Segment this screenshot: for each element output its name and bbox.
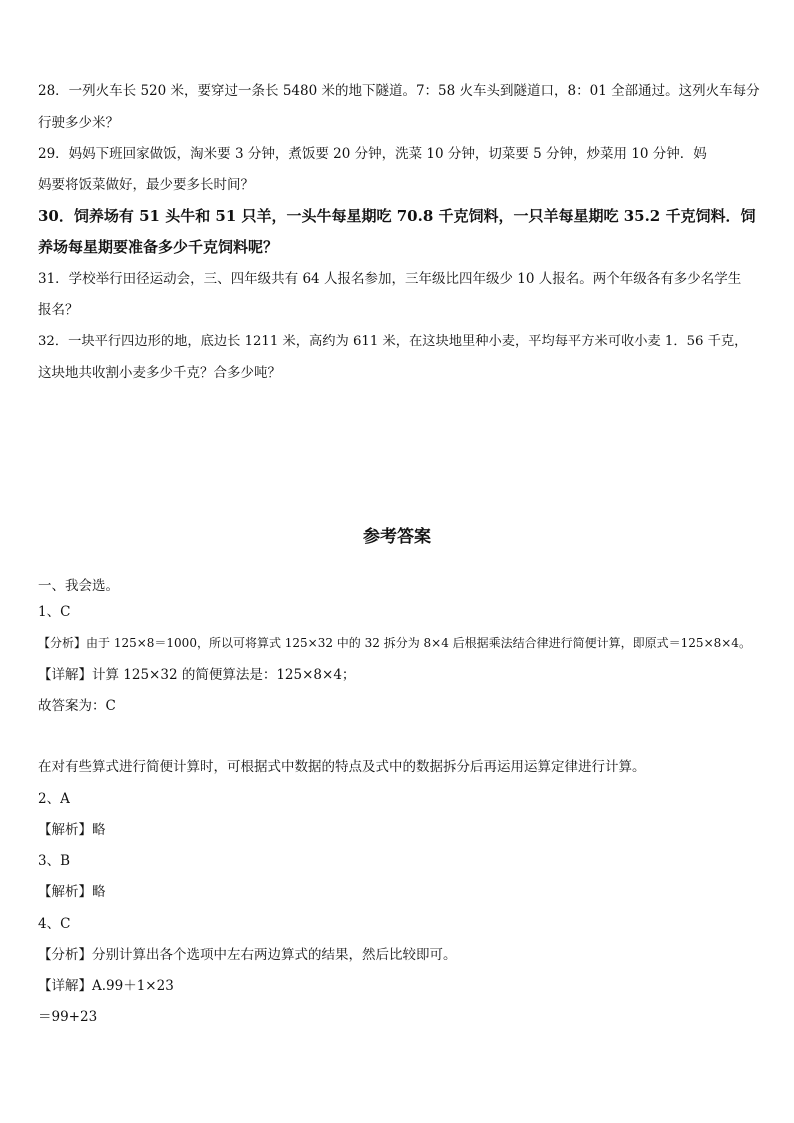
question-31-line-2: 报名？ bbox=[38, 302, 79, 318]
answer-2-label: 2、A bbox=[38, 791, 70, 807]
question-29-line-1: 29．妈妈下班回家做饭，淘米要 3 分钟，煮饭要 20 分钟，洗菜 10 分钟，切菜要 5 分钟，炒菜用 10 分钟．妈 bbox=[38, 146, 707, 162]
answer-4-label: 4、C bbox=[38, 916, 71, 932]
answers-title: 参考答案 bbox=[363, 527, 431, 547]
question-30-line-2: 养场每星期要准备多少千克饲料呢？ bbox=[38, 238, 279, 256]
answer-4-detail: 【详解】A.99＋1×23 bbox=[38, 978, 174, 994]
answer-1-note: 在对有些算式进行简便计算时，可根据式中数据的特点及式中的数据拆分后再运用运算定律进行计算。 bbox=[38, 759, 646, 775]
question-30-line-1: 30．饲养场有 51 头牛和 51 只羊，一头牛每星期吃 70.8 千克饲料，一只羊每星期吃 35.2 千克饲料．饲 bbox=[38, 207, 756, 225]
answer-4-analysis: 【分析】分别计算出各个选项中左右两边算式的结果，然后比较即可。 bbox=[38, 947, 457, 963]
answer-1-analysis: 【分析】由于 125×8＝1000，所以可将算式 125×32 中的 32 拆分为 8×4 后根据乘法结合律进行简便计算，即原式＝125×8×4。 bbox=[38, 636, 751, 650]
question-32-line-2: 这块地共收割小麦多少千克？合多少吨？ bbox=[38, 365, 281, 381]
question-31-line-1: 31．学校举行田径运动会，三、四年级共有 64 人报名参加，三年级比四年级少 10 人报名。两个年级各有多少名学生 bbox=[38, 271, 742, 287]
answer-1-detail: 【详解】计算 125×32 的简便算法是：125×8×4； bbox=[38, 667, 356, 683]
answer-3-label: 3、B bbox=[38, 853, 71, 869]
answer-4-step-1: ＝99+23 bbox=[38, 1009, 98, 1025]
answer-3-analysis: 【解析】略 bbox=[38, 884, 106, 900]
answer-2-analysis: 【解析】略 bbox=[38, 822, 106, 838]
answer-1-label: 1、C bbox=[38, 604, 71, 620]
question-29-line-2: 妈要将饭菜做好，最少要多长时间？ bbox=[38, 177, 254, 193]
answer-1-conclusion: 故答案为：C bbox=[38, 698, 116, 714]
question-32-line-1: 32．一块平行四边形的地，底边长 1211 米，高约为 611 米，在这块地里种小麦，平均每平方米可收小麦 1．56 千克， bbox=[38, 334, 748, 349]
question-28-line-2: 行驶多少米？ bbox=[38, 115, 119, 131]
question-28-line-1: 28．一列火车长 520 米，要穿过一条长 5480 米的地下隧道。7：58 火车头到隧道口，8：01 全部通过。这列火车每分 bbox=[38, 83, 760, 99]
section-heading: 一、我会选。 bbox=[38, 578, 119, 594]
